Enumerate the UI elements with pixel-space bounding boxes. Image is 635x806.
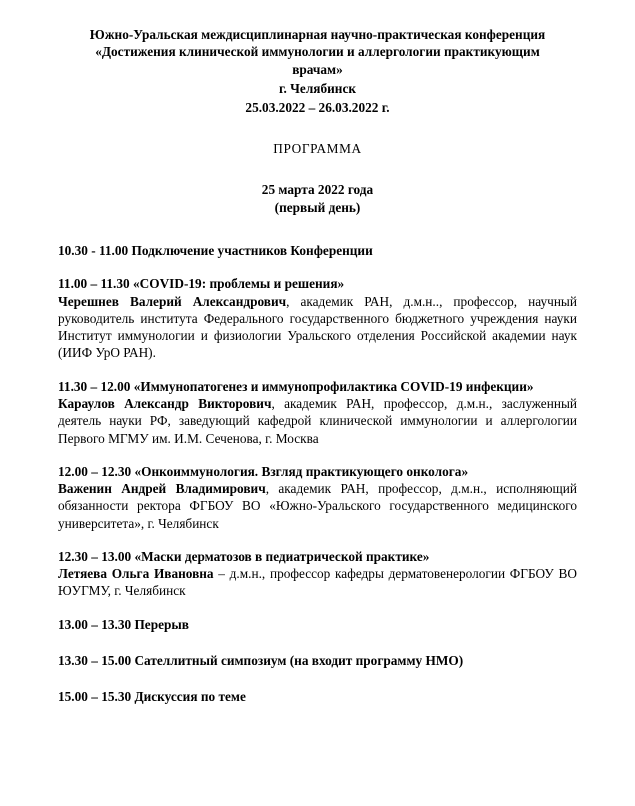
session-list [58, 242, 577, 706]
session-item [58, 616, 577, 633]
title-city: г. Челябинск [278, 80, 357, 96]
session-item [58, 463, 577, 532]
session-item [58, 652, 577, 669]
session-item [58, 378, 577, 447]
session-head: 13.30 – 15.00 Сателлитный симпозиум (на входит программу НМО) [58, 653, 464, 669]
session-body [58, 566, 577, 598]
session-body [58, 481, 577, 531]
title-line-1: Южно-Уральская междисциплинарная научно-практическая конференция [89, 27, 546, 42]
title-line-2: «Достижения клинической иммунологии и аллергологии практикующим [95, 44, 540, 60]
day-date: 25 марта 2022 года [261, 182, 374, 198]
session-head: 13.00 – 13.30 Перерыв [58, 616, 189, 632]
program-heading: ПРОГРАММА [273, 141, 362, 157]
session-item [58, 242, 577, 259]
session-head: 11.30 – 12.00 «Иммунопатогенез и иммунопрофилактика COVID-19 инфекции» [58, 378, 534, 394]
session-description: , академик РАН, профессор, д.м.н., исполняющий обязанности ректора ФГБОУ ВО «Южно-Уральского государственного медицинского университета», г. Челябинск [58, 481, 577, 531]
session-body [58, 396, 577, 446]
session-description: , академик РАН, д.м.н.., профессор, научный руководитель института Федерального государственного бюджетного учреждения науки Институт иммунологии и физиологии Уральского отделения Российской академии наук (ИИФ УрО РАН). [58, 293, 577, 361]
session-head: 12.00 – 12.30 «Онкоиммунология. Взгляд практикующего онколога» [58, 463, 469, 479]
title-line-3: врачам» [292, 61, 343, 77]
session-speaker: Караулов Александр Викторович [58, 395, 272, 411]
session-speaker: Летяева Ольга Ивановна [58, 566, 214, 582]
session-speaker: Важенин Андрей Владимирович [58, 481, 266, 497]
session-head: 11.00 – 11.30 «COVID-19: проблемы и решения» [58, 276, 345, 292]
session-head: 15.00 – 15.30 Дискуссия по теме [58, 689, 246, 705]
session-item [58, 688, 577, 705]
session-item [58, 275, 577, 361]
conference-title [58, 26, 577, 116]
session-body [58, 294, 577, 361]
session-description: , академик РАН, профессор, д.м.н., заслуженный деятель науки РФ, заведующий кафедрой клинической иммунологии и аллергологии Первого МГМУ им. И.М. Сеченова, г. Москва [58, 395, 577, 446]
session-head: 12.30 – 13.00 «Маски дерматозов в педиатрической практике» [58, 548, 430, 564]
session-head: 10.30 - 11.00 Подключение участников Конференции [58, 242, 373, 258]
day-note: (первый день) [274, 199, 361, 215]
session-speaker: Черешнев Валерий Александрович [58, 293, 287, 309]
session-item [58, 548, 577, 600]
title-dates: 25.03.2022 – 26.03.2022 г. [245, 100, 390, 116]
session-description: – д.м.н., профессор кафедры дерматовенерологии ФГБОУ ВО ЮУГМУ, г. Челябинск [58, 566, 577, 599]
day-heading [58, 181, 577, 216]
